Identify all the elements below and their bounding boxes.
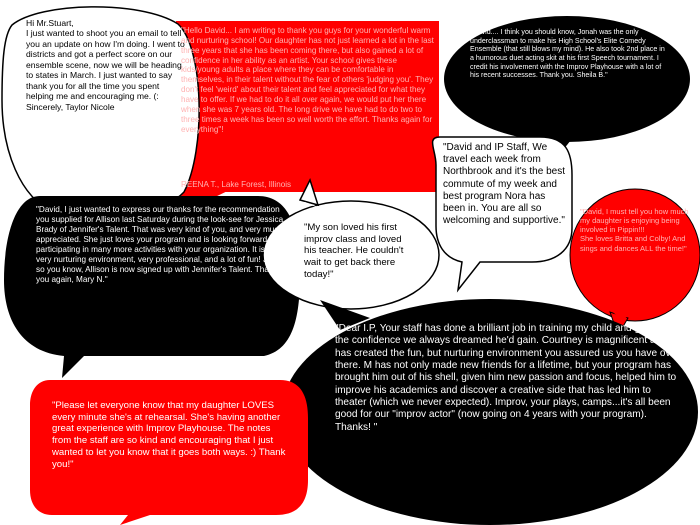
- testimonial-courtney-text: "Dear I.P, Your staff has done a brilliant job in training my child and giving him the confidence we always dreamed he'd gain. Courtney is magnificent and has created the fun, but nurturing environment you assured us you have over there. M has not only made new friends for a lifetime, but your program has brought him out of his shell, given him new passion and focus, helped him to improve his academics and discover a creative side that has led him to theater (which we never expected). Improv, your plays, camps...it's all been good for our "improv actor" (now going on 4 years with your program). Thanks! ": [335, 323, 680, 433]
- testimonial-pippin-text: "David, I must tell you how much my daughter is enjoying being involved in Pippin!!! She loves Britta and Colby! And sings and dances ALL the time!": [580, 207, 689, 253]
- testimonial-reena-signature: REENA T., Lake Forest, Illinois: [181, 180, 292, 189]
- testimonial-reena-text: "Hello David... I am writing to thank you guys for your wonderful warm and nurturing school! Our daughter has not just learned a lot in the last three years that she has been coming there, but also gained a lot of confidence in her ability as an artist. Your school gives these kids/young adults a place where they can be comfortable in themselves, in their talent without the fear of others 'judging you'. They don't feel 'weird' about their talent and feel appreciated for what they have to offer. If we had to do it all over again, we would put her there when she was 7 years old. The long drive we have had to do two to three times a week has been so well worth the effort. Thanks again for everything"!: [181, 26, 434, 134]
- testimonial-first-improv-text: "My son loved his first improv class and loved his teacher. He couldn't wait to get back there today!": [304, 222, 404, 280]
- testimonial-jonah-text: "David.... I think you should know, Jonah was the only underclassman to make his High School's Elite Comedy Ensemble (that still blows my mind). He also took 2nd place in a humorous duet acting skit at his first Speech tournament. I credit his involvement with the Improv Playhouse with a lot of his recent successes. Thank you. Sheila B.": [470, 28, 665, 80]
- testimonial-stuart-text: Hi Mr.Stuart, I just wanted to shoot you an email to tell you an update on how I'm doing. I went to districts and got a perfect score on our ensemble scene, now we will be heading to states in March. I just wanted to say thank you for all the time you spent helping me and encouraging me. (: Sincerely, Taylor Nicole: [26, 18, 185, 112]
- testimonial-rehearsal-text: "Please let everyone know that my daughter LOVES every minute she's at rehearsal. She's having another great experience with Improv Playhouse. The notes from the staff are so kind and encouraging that I just wanted to let you know that it goes both ways. :) Thank you!": [52, 400, 286, 470]
- testimonial-allison-text: "David, I just wanted to express our thanks for the recommendation you supplied for Allison last Saturday during the look-see for Jessica Brady of Jennifer's Talent. That was very kind of you, and very much appreciated. She just loves your program and is looking forward to participating in many more activities with your organization. It is a very nurturing environment, very professional, and a lot of fun! Just so you know, Allison is now signed up with Jennifer's Talent. Thank you again, Mary N.": [36, 205, 284, 284]
- testimonial-nora-text: "David and IP Staff, We travel each week from Northbrook and it's the best commute of my week and best program Nora has been in. You are all so welcoming and supportive.": [443, 142, 565, 227]
